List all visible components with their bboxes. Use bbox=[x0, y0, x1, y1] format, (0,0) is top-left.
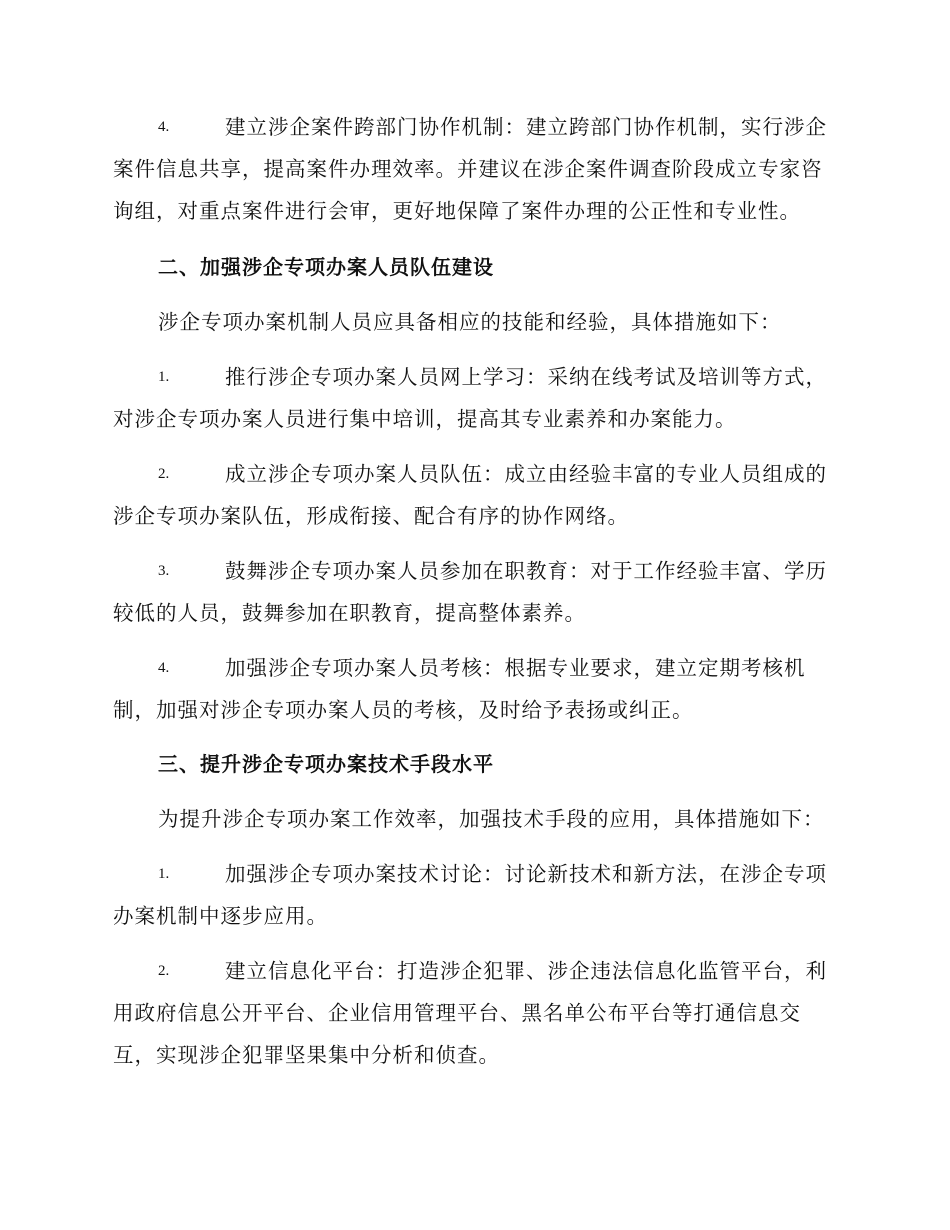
list-item-line: 用政府信息公开平台、企业信用管理平台、黑名单公布平台等打通信息交 bbox=[113, 1001, 801, 1025]
list-item-number: 2. bbox=[158, 963, 170, 979]
section-heading: 三、提升涉企专项办案技术手段水平 bbox=[158, 752, 494, 776]
list-item-line: 3. 鼓舞涉企专项办案人员参加在职教育：对于工作经验丰富、学历 bbox=[113, 550, 837, 592]
list-item-line: 4. 加强涉企专项办案人员考核：根据专业要求，建立定期考核机 bbox=[113, 647, 837, 689]
list-item bbox=[113, 853, 837, 937]
list-item-line: 2. 建立信息化平台：打造涉企犯罪、涉企违法信息化监管平台，利 bbox=[113, 950, 837, 992]
section-intro: 涉企专项办案机制人员应具备相应的技能和经验，具体措施如下： bbox=[158, 310, 782, 334]
list-item-number: 2. bbox=[158, 466, 170, 482]
list-item-line: 互，实现涉企犯罪坚果集中分析和侦查。 bbox=[113, 1043, 500, 1067]
list-item-line: 2. 成立涉企专项办案人员队伍：成立由经验丰富的专业人员组成的 bbox=[113, 453, 837, 495]
list-item bbox=[113, 106, 837, 232]
list-item-line: 对涉企专项办案人员进行集中培训，提高其专业素养和办案能力。 bbox=[113, 407, 737, 431]
list-item bbox=[113, 950, 837, 1076]
section-intro: 为提升涉企专项办案工作效率，加强技术手段的应用，具体措施如下： bbox=[158, 807, 825, 831]
list-item-line: 询组，对重点案件进行会审，更好地保障了案件办理的公正性和专业性。 bbox=[113, 199, 801, 223]
list-item-line: 涉企专项办案队伍，形成衔接、配合有序的协作网络。 bbox=[113, 504, 629, 528]
list-item-number: 4. bbox=[158, 660, 170, 676]
list-item-line: 较低的人员，鼓舞参加在职教育，提高整体素养。 bbox=[113, 601, 586, 625]
list-item bbox=[113, 647, 837, 731]
list-item bbox=[113, 550, 837, 634]
list-item-line: 4. 建立涉企案件跨部门协作机制：建立跨部门协作机制，实行涉企 bbox=[113, 106, 837, 148]
list-item bbox=[113, 453, 837, 537]
list-item-line: 案件信息共享，提高案件办理效率。并建议在涉企案件调查阶段成立专家咨 bbox=[113, 157, 823, 181]
section-heading: 二、加强涉企专项办案人员队伍建设 bbox=[158, 255, 494, 279]
list-item bbox=[113, 356, 837, 440]
list-item-line: 制，加强对涉企专项办案人员的考核，及时给予表扬或纠正。 bbox=[113, 698, 694, 722]
list-item-number: 1. bbox=[158, 866, 170, 882]
list-item-line: 办案机制中逐步应用。 bbox=[113, 904, 328, 928]
list-item-number: 3. bbox=[158, 563, 170, 579]
list-item-number: 1. bbox=[158, 369, 170, 385]
list-item-number: 4. bbox=[158, 119, 170, 135]
list-item-line: 1. 推行涉企专项办案人员网上学习：采纳在线考试及培训等方式， bbox=[113, 356, 837, 398]
list-item-line: 1. 加强涉企专项办案技术讨论：讨论新技术和新方法，在涉企专项 bbox=[113, 853, 837, 895]
